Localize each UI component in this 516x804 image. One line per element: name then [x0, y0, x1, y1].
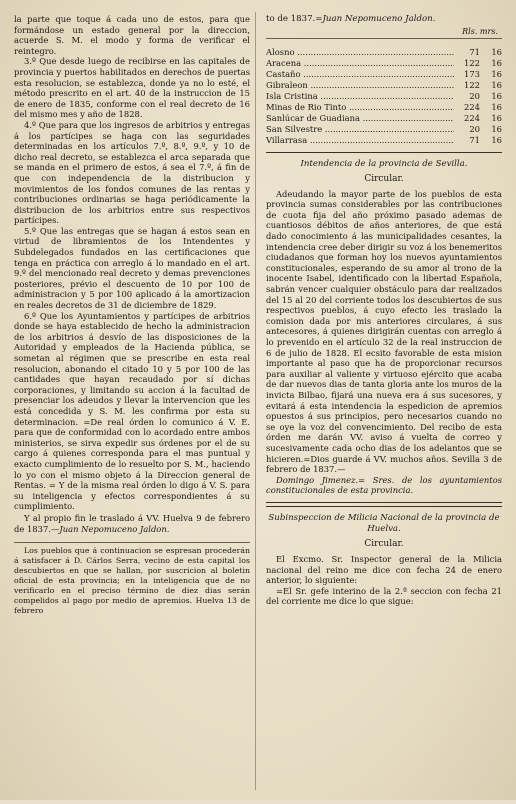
paragraph: El Excmo. Sr. Inspector general de la Milicia nacional del reino me dice con fecha 24 de enero anterior, lo siguiente: [266, 553, 502, 586]
paragraph: Adeudando la mayor parte de los pueblos de esta provincia sumas considerables por las contribuciones de cuota fija del año próximo pasado ademas de cuantiosos débitos de años anteriores, de que está dado conocimiento á las municipalidades cesantes, la intendencia cree deber dirigir su voz á los benemeritos ciudadanos que forman hoy los nuevos ayuntamientos constitucionales, esperando de su amor al trono de la inocente Isabel, identificado con la libertad Española, sabrán vencer cualquier obstáculo para dar realizados del 15 al 20 del corriente todos los descubiertos de sus respectivos pueblos, á cuyo efecto les traslado la comision dada por mis anteriores circulares, á sus antecesores, á quienes dirigirán cuentas con arreglo á lo prevenido en el artículo 32 de la real instruccion de 6 de julio de 1828. El ecsito favorable de esta mision importante al paso que ha de proporcionar recursos para auxiliar al valiente y virtuoso ejército que acaba de dar nuevos dias de tanta gloria ante los muros de la invicta Bilbao, fijará una nueva era á sus sucesores, y evitará á esta intendencia la espedicion de apremios opuestos á sus principios, pero necesarios cuando no se oye la voz del convencimiento. Del recibo de esta órden me darán VV. aviso á vuelta de correo y sucesivamente cada ocho dias de los adelantos que se hicieren.=Dios guarde á VV. muchos años. Sevilla 3 de febrero de 1837.— [266, 188, 502, 475]
left-column [14, 14, 250, 804]
table-row [266, 91, 502, 102]
section-title: Subinspeccion de Milicia Nacional de la provincia de Huelva. [268, 512, 500, 534]
town-name: Villarrasa ..... [266, 135, 454, 146]
table-header: Rls. mrs. [266, 27, 502, 39]
section-title: Intendencia de la provincia de Sevilla. [300, 158, 468, 169]
maravedis-value: 16 [491, 80, 502, 90]
column-divider [255, 12, 256, 790]
date-text: to de 1837.= [266, 14, 323, 24]
signature-name: Juan Nepomuceno Jaldon. [322, 14, 436, 24]
separator-rule [266, 502, 502, 507]
table-row [266, 80, 502, 91]
reales-value: 122 [464, 80, 480, 90]
table-row [266, 58, 502, 69]
signature-name: Juan Nepomuceno Jaldon. [59, 523, 170, 534]
section-subtitle: Circular. [364, 538, 404, 549]
reales-value: 71 [469, 135, 480, 145]
table-row [266, 47, 502, 58]
paragraph: 5.º Que las entregas que se hagan á estos sean en virtud de libramientos de los Intendentes y Subdelegados fundados en las certificaciones que tenga en práctica con arreglo á lo mandado en el art. 9.º del mencionado real decreto y demas prevenciones posteriores, prévio el descuento de 10 por 100 de administracion y 5 por 100 aplicado á la amortizacion en reales decretos de 31 de diciembre de 1829. [14, 225, 250, 311]
town-name: Sanlúcar de Guadiana ..... [266, 113, 454, 124]
paragraph: la parte que toque á cada uno de estos, para que formándose un estado general por la direccion, acuerde S. M. el modo y forma de verificar el reintegro. [14, 14, 250, 56]
reales-value: 224 [464, 102, 480, 112]
town-name: Alosno ..... [266, 47, 454, 58]
paragraph: 3.º Que desde luego de recibirse en las capitales de provincia y puertos habilitados en derechos de puertas esta resolucion, se establezca, donde ya no lo esté, el método prescrito en el art. 40 de la instruccion de 15 de enero de 1835, conforme con el real decreto de 16 del mismo mes y año de 1828. [14, 56, 250, 120]
reales-value: 20 [469, 124, 480, 134]
reales-value: 71 [469, 47, 480, 57]
signature-line [266, 475, 502, 496]
maravedis-value: 16 [491, 135, 502, 145]
separator-rule [266, 152, 502, 153]
signature-text: Domingo Jimenez.= Sres. de los ayuntamientos constitucionales de esta provincia. [266, 474, 502, 496]
maravedis-value: 16 [491, 69, 502, 79]
right-column [266, 14, 502, 794]
closing-text: Y al propio fin le traslado á VV. Huelva 9 de febrero de 1837.— [14, 512, 250, 534]
maravedis-value: 16 [491, 102, 502, 112]
maravedis-value: 16 [491, 47, 502, 57]
town-name: San Silvestre ..... [266, 124, 454, 135]
footnote [14, 542, 250, 616]
town-name: Gibraleon ..... [266, 80, 454, 91]
footnote-text: Los pueblos que á continuacion se espresan procederán á satisfacer á D. Cárlos Serra, vecino de esta capital los descubiertos en que se hallan, por suscricion al boletin oficial de esta provincia; en la inteligencia que de no verificarlo en el preciso término de diez dias serán compelidos al pago por medio de apremios. Huelva 13 de febrero [14, 546, 250, 616]
table-row [266, 102, 502, 113]
table-row [266, 113, 502, 124]
paragraph: 4.º Que para que los ingresos de arbitrios y entregas á los partícipes se haga con las seguridades determinadas en los artículos 7.º, 8.º, 9.º, y 10 de dicho real decreto, se establezca el arca separada que se manda en el primero de estos, á sea el 7.º, á fin de que con independencia de la distribucion y movimientos de los fondos comunes de las rentas y contribuciones ordinarias se haga periódicamente la distribucion de los arbitrios entre sus respectivos partícipes. [14, 119, 250, 226]
maravedis-value: 16 [491, 91, 502, 101]
maravedis-value: 16 [491, 58, 502, 68]
maravedis-value: 16 [491, 124, 502, 134]
town-name: Castaño ..... [266, 69, 454, 80]
town-name: Minas de Rio Tinto ..... [266, 102, 454, 113]
paragraph: 6.º Que los Ayuntamientos y partícipes de arbitrios donde se haya establecido de hecho la administracion de los arbitrios á desvío de las disposiciones de la Autoridad y empleados de la Hacienda pública, se sometan al régimen que se prescribe en esta real resolucion, abonando el citado 10 y 5 por 100 de las cantidades que hayan recaudado por sí dichas corporaciones, y limitando su accion á la facultad de presenciar los adeudos y llevar la intervencion que les está concedida y S. M. les confirma por esta su determinacion. =De real órden lo comunico á V. E. para que de conformidad con lo acordado entre ambos ministerios, se sirva expedir sus órdenes por el de su cargo á quienes corresponda para el mas puntual y exacto cumplimiento de lo resuelto por S. M., haciendo lo yo con el mismo objeto á la Direccion general de Rentas. = Y de la misma real órden lo digo á V. S. para su inteligencia y efectos correspondientes á su cumplimiento. [14, 310, 250, 512]
maravedis-value: 16 [491, 113, 502, 123]
town-name: Aracena ..... [266, 58, 454, 69]
table-row [266, 124, 502, 135]
debt-table [266, 47, 502, 146]
closing-line [14, 513, 250, 534]
continued-date-line [266, 14, 502, 25]
table-row [266, 135, 502, 146]
reales-value: 173 [464, 69, 480, 79]
table-row [266, 69, 502, 80]
reales-value: 20 [469, 91, 480, 101]
reales-value: 122 [464, 58, 480, 68]
paragraph: =El Sr. gefe interino de la 2.ª seccion con fecha 21 del corriente me dice lo que sigue: [266, 585, 502, 607]
reales-value: 224 [464, 113, 480, 123]
section-subtitle: Circular. [364, 173, 404, 184]
town-name: Isla Cristina ..... [266, 91, 454, 102]
